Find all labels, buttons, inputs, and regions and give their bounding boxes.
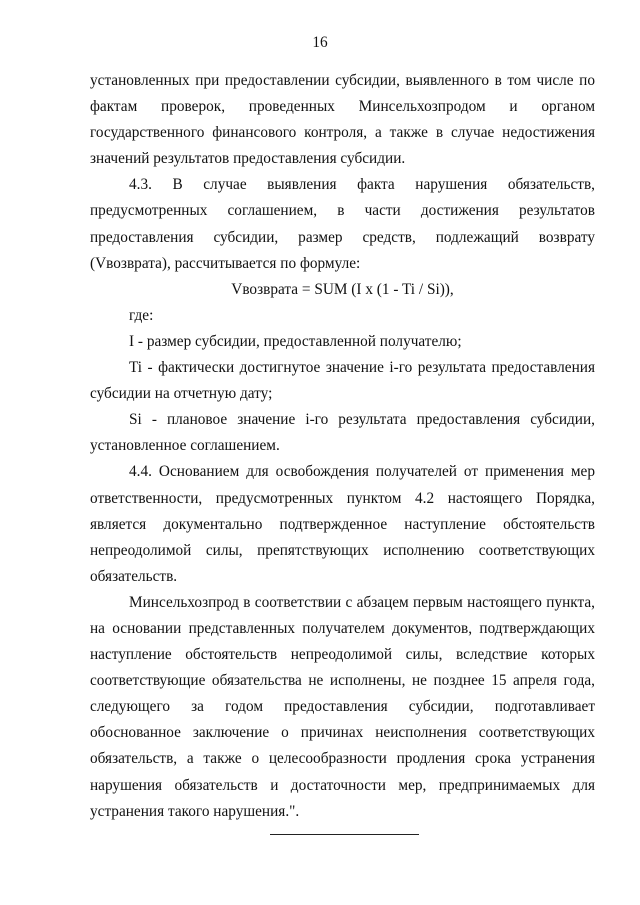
variable-definition-i: I - размер субсидии, предоставленной получателю;: [129, 332, 462, 350]
paragraph-4-4-start: 4.4. Основанием для освобождения получателей от применения мер: [129, 463, 595, 481]
formula: Vвозврата = SUM (I x (1 - Ti / Si)),: [231, 280, 454, 298]
text-line: обоснованное заключение о причинах неисполнения соответствующих: [90, 724, 595, 742]
text-line: значений результатов предоставления субсидии.: [90, 150, 406, 168]
text-line: субсидии на отчетную дату;: [90, 385, 273, 403]
text-line: обязательств.: [90, 567, 178, 585]
text-line: непреодолимой силы, препятствующих исполнению соответствующих: [90, 541, 595, 559]
text-line: соответствующие обязательства не исполнены, не позднее 15 апреля года,: [90, 672, 595, 690]
text-line: наступление обстоятельств непреодолимой силы, вследствие которых: [90, 646, 595, 664]
text-line: (Vвозврата), рассчитывается по формуле:: [90, 254, 361, 272]
variable-definition-ti: Ti - фактически достигнутое значение i-го результата предоставления: [129, 359, 595, 377]
paragraph-4-3-start: 4.3. В случае выявления факта нарушения обязательств,: [129, 176, 595, 194]
paragraph-minselkhozprod-start: Минсельхозпрод в соответствии с абзацем первым настоящего пункта,: [129, 593, 595, 611]
text-line: устранения такого нарушения.".: [90, 802, 300, 820]
text-line: является документально подтвержденное наступление обстоятельств: [90, 515, 595, 533]
body-text: [90, 68, 595, 825]
text-line: установленное соглашением.: [90, 437, 280, 455]
page-number: 16: [312, 34, 328, 51]
text-line: установленных при предоставлении субсидии, выявленного в том числе по: [90, 72, 595, 89]
text-line: фактам проверок, проведенных Минсельхозпродом и органом: [90, 98, 595, 116]
text-line: государственного финансового контроля, а также в случае недостижения: [90, 124, 595, 142]
text-line: где:: [129, 306, 154, 324]
text-line: предоставления субсидии, размер средств, подлежащий возврату: [90, 228, 595, 246]
text-line: предусмотренных соглашением, в части достижения результатов: [90, 202, 595, 220]
text-line: обязательств, а также о целесообразности продления срока устранения: [90, 750, 595, 768]
text-line: на основании представленных получателем документов, подтверждающих: [90, 619, 595, 637]
end-separator-line: [270, 834, 419, 835]
variable-definition-si: Si - плановое значение i-го результата предоставления субсидии,: [129, 411, 595, 429]
text-line: ответственности, предусмотренных пунктом 4.2 настоящего Порядка,: [90, 489, 595, 507]
text-line: нарушения обязательств и достаточности мер, предпринимаемых для: [90, 776, 595, 794]
text-line: следующего за годом предоставления субсидии, подготавливает: [90, 698, 595, 716]
